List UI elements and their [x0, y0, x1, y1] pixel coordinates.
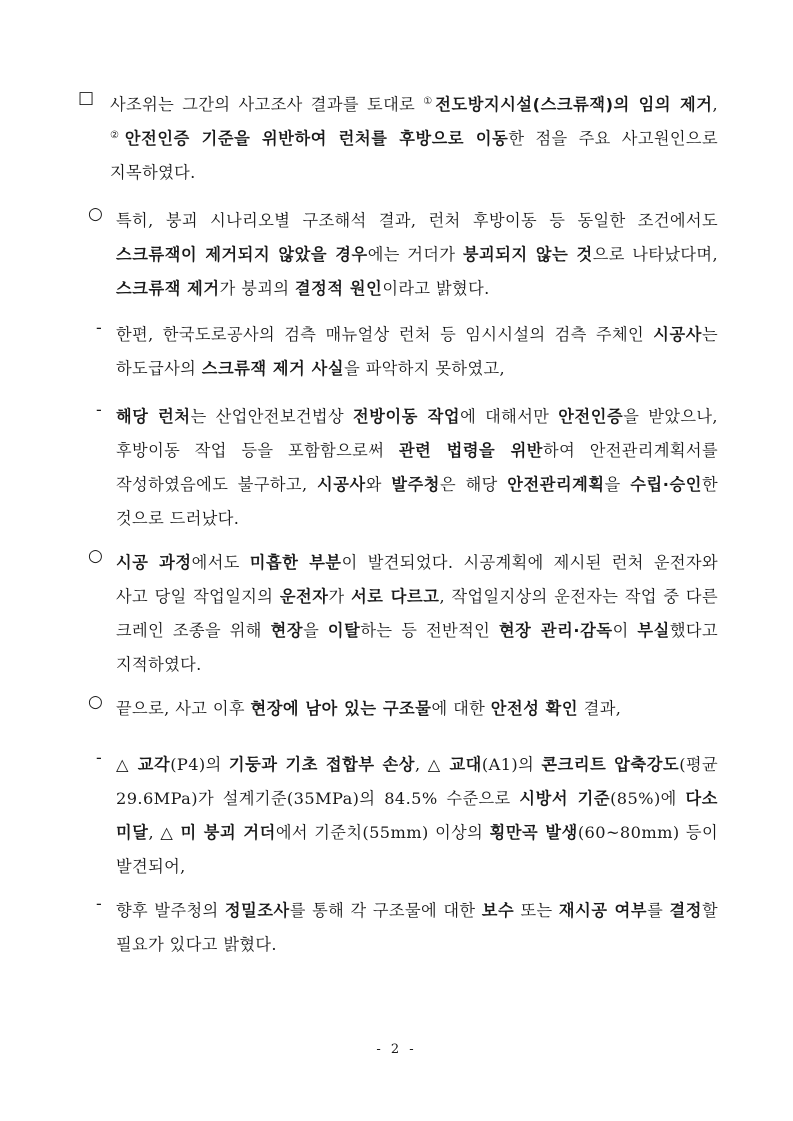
paragraph-safety-certification [92, 400, 718, 536]
body-text: 가 붕괴의 [219, 279, 295, 298]
emphasis-text: 서로 다르고 [351, 587, 440, 606]
emphasis-text: 시방서 기준 [519, 789, 611, 808]
body-text: 특히, 붕괴 시나리오별 구조해석 결과, 런처 후방이동 등 동일한 조건에서도 [116, 211, 718, 230]
emphasis-text: 관련 법령을 위반 [398, 441, 544, 460]
body-text: 향후 발주청의 [116, 901, 225, 920]
body-text: 이 발견되었다. 시공계획에 제시된 런처 운전자와 사고 당일 작업일지의 [116, 553, 719, 606]
paragraph-construction-process [88, 546, 718, 682]
paragraph-text [116, 400, 718, 536]
body-text: 이 [612, 621, 638, 640]
circle-bullet: ○ [88, 546, 103, 566]
body-text: 을 [303, 621, 328, 640]
body-text: 할 필요가 있다고 밝혔다. [116, 901, 718, 954]
circled-number: ① [423, 96, 436, 107]
body-text: , △ [414, 755, 450, 774]
paragraph-text [116, 546, 718, 682]
dash-bullet: - [96, 748, 102, 768]
emphasis-text: 발주청 [391, 475, 441, 494]
body-text: 을 파악하지 못하였고, [344, 359, 506, 378]
body-text: 와 [365, 475, 392, 494]
emphasis-text: 다소 미달 [116, 789, 718, 842]
paragraph-inspection-manual [92, 318, 718, 386]
body-text: 에서도 [191, 553, 250, 572]
emphasis-text: 부실 [637, 621, 670, 640]
emphasis-text: 미흡한 부분 [249, 553, 342, 572]
body-text: (A1)의 [481, 755, 542, 774]
body-text: 한편, 한국도로공사의 검측 매뉴얼상 런처 등 임시시설의 검측 주체인 [116, 325, 654, 344]
paragraph-structural-analysis [88, 204, 718, 306]
emphasis-text: 해당 런처 [116, 407, 191, 426]
emphasis-text: 스크류잭이 제거되지 않았을 경우 [116, 245, 368, 264]
emphasis-text: 수립·승인 [630, 475, 702, 494]
emphasis-text: 붕괴되지 않는 것 [462, 245, 593, 264]
body-text: 은 해당 [440, 475, 508, 494]
emphasis-text: 이탈 [327, 621, 361, 640]
emphasis-text: 전방이동 작업 [352, 407, 461, 426]
paragraph-text [116, 748, 718, 884]
dash-bullet: - [96, 400, 102, 420]
dash-bullet: - [96, 318, 102, 338]
emphasis-text: 결정 [669, 901, 702, 920]
circle-bullet: ○ [88, 204, 103, 224]
emphasis-text: 안전인증 기준을 위반하여 런처를 후방으로 이동 [124, 129, 509, 148]
body-text: (평균 29.6MPa)가 설계기준(35MPa)의 84.5% 수준으로 [116, 755, 718, 808]
emphasis-text: 안전인증 [558, 407, 624, 426]
body-text: 를 통해 각 구조물에 대한 [289, 901, 482, 920]
emphasis-text: 미 붕괴 거더 [180, 823, 276, 842]
body-text: 끝으로, 사고 이후 [116, 699, 251, 718]
dash-bullet: - [96, 894, 102, 914]
body-text: (P4)의 [170, 755, 229, 774]
body-text: 이라고 밝혔다. [382, 279, 490, 298]
body-text: 을 [604, 475, 631, 494]
circle-bullet: ○ [88, 692, 103, 712]
body-text: 한 점을 주요 사고원인으로 지목하였다. [110, 129, 719, 182]
emphasis-text: 콘크리트 압축강도 [541, 755, 680, 774]
emphasis-text: 전도방지시설(스크류잭)의 임의 제거 [435, 95, 713, 114]
emphasis-text: 정밀조사 [224, 901, 290, 920]
body-text: 사조위는 그간의 사고조사 결과를 토대로 [110, 95, 424, 114]
paragraph-follow-up [92, 894, 718, 962]
emphasis-text: 시공 과정 [116, 553, 192, 572]
square-bullet: □ [78, 88, 95, 108]
paragraph-text [116, 318, 718, 386]
body-text: 하는 등 전반적인 [360, 621, 499, 640]
body-text: 했다고 지적하였다. [116, 621, 718, 674]
paragraph-structural-findings [92, 748, 718, 884]
emphasis-text: 시공사 [317, 475, 366, 494]
body-text: , △ [148, 823, 181, 842]
emphasis-text: 스크류잭 제거 사실 [201, 359, 345, 378]
body-text: 을 받았으나, 후방이동 작업 등을 포함함으로써 [116, 407, 718, 460]
emphasis-text: 시공사 [653, 325, 702, 344]
emphasis-text: 안전성 확인 [490, 699, 579, 718]
body-text: 는 하도급사의 [116, 325, 718, 378]
emphasis-text: 기둥과 기초 접합부 손상 [228, 755, 415, 774]
body-text: 에는 거더가 [367, 245, 463, 264]
body-text: 가 [328, 587, 352, 606]
paragraph-text [116, 692, 718, 726]
paragraph-text [110, 88, 718, 190]
body-text: 으로 나타났다며, [592, 245, 718, 264]
page-number: - 2 - [376, 1042, 417, 1057]
body-text: 결과, [578, 699, 622, 718]
body-text: 는 산업안전보건법상 [190, 407, 353, 426]
body-text: 하여 안전관리계획서를 작성하였음에도 불구하고, [116, 441, 718, 494]
body-text: 에 대한 [431, 699, 491, 718]
body-text: 또는 [514, 901, 559, 920]
body-text: (85%)에 [610, 789, 686, 808]
body-text: △ [116, 755, 138, 774]
emphasis-text: 스크류잭 제거 [116, 279, 220, 298]
emphasis-text: 교대 [449, 755, 482, 774]
emphasis-text: 결정적 원인 [294, 279, 383, 298]
paragraph-text [116, 204, 718, 306]
body-text: 를 [647, 901, 670, 920]
body-text: 에 대해서만 [460, 407, 559, 426]
emphasis-text: 현장 [270, 621, 304, 640]
paragraph-safety-check [88, 692, 718, 726]
emphasis-text: 안전관리계획 [507, 475, 605, 494]
body-text: 한 것으로 드러났다. [116, 475, 718, 528]
paragraph-text [116, 894, 718, 962]
paragraph-summary [78, 88, 718, 190]
emphasis-text: 횡만곡 발생 [489, 823, 578, 842]
emphasis-text: 재시공 여부 [558, 901, 648, 920]
emphasis-text: 교각 [137, 755, 171, 774]
circled-number: ② [110, 130, 125, 141]
emphasis-text: 현장에 남아 있는 구조물 [250, 699, 432, 718]
emphasis-text: 운전자 [279, 587, 329, 606]
body-text: , [712, 95, 718, 114]
emphasis-text: 현장 관리·감독 [498, 621, 613, 640]
body-text: , 작업일지상의 운전자는 작업 중 다른 크레인 조종을 위해 [116, 587, 718, 640]
body-text: 에서 기준치(55mm) 이상의 [275, 823, 490, 842]
emphasis-text: 보수 [481, 901, 515, 920]
body-text: (60~80mm) 등이 발견되어, [116, 823, 718, 876]
